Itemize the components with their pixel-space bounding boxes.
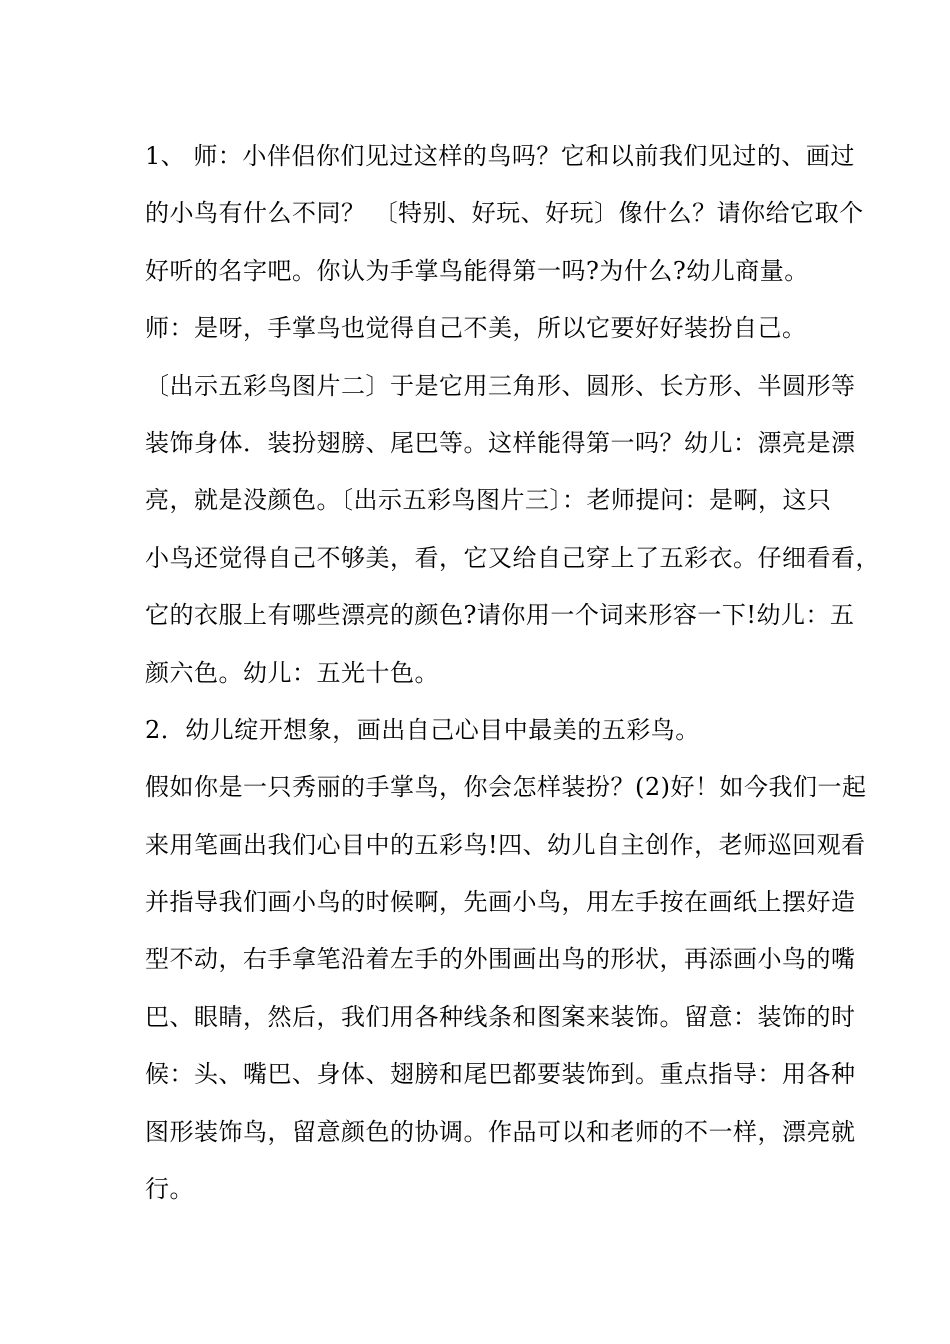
text-line: 师：是呀，手掌鸟也觉得自己不美，所以它要好好装扮自己。	[145, 314, 807, 343]
text-line: 行。	[145, 1175, 194, 1204]
text-line: 颜六色。幼儿：五光十色。	[145, 658, 439, 687]
text-line: 装饰身体．装扮翅膀、尾巴等。这样能得第一吗？幼儿：漂亮是漂	[145, 428, 856, 457]
text-line: 〔出示五彩鸟图片二〕于是它用三角形、圆形、长方形、半圆形等	[145, 371, 856, 400]
text-line: 好听的名字吧。你认为手掌鸟能得第一吗?为什么?幼儿商量。	[145, 256, 809, 285]
text-line: 并指导我们画小鸟的时候啊，先画小鸟，用左手按在画纸上摆好造	[145, 888, 856, 917]
document-body	[145, 128, 880, 1218]
text-line: 小鸟还觉得自己不够美，看，它又给自己穿上了五彩衣。仔细看看，	[145, 543, 880, 572]
text-line: 它的衣服上有哪些漂亮的颜色?请你用一个词来形容一下!幼儿：五	[145, 601, 855, 630]
text-line: 的小鸟有什么不同？ 〔特别、好玩、好玩〕像什么？请你给它取个	[145, 199, 864, 228]
text-line: 假如你是一只秀丽的手掌鸟，你会怎样装扮？(2)好！如今我们一起	[145, 773, 867, 802]
text-line: 来用笔画出我们心目中的五彩鸟!四、幼儿自主创作，老师巡回观看	[145, 830, 866, 859]
text-line: 巴、眼睛，然后，我们用各种线条和图案来装饰。留意：装饰的时	[145, 1002, 856, 1031]
text-line: 候：头、嘴巴、身体、翅膀和尾巴都要装饰到。重点指导：用各种	[145, 1060, 856, 1089]
text-line: 亮，就是没颜色。〔出示五彩鸟图片三〕：老师提问：是啊，这只	[145, 486, 832, 515]
text-line: 2．幼儿绽开想象，画出自己心目中最美的五彩鸟。	[145, 715, 700, 744]
text-line: 1、 师：小伴侣你们见过这样的鸟吗？它和以前我们见过的、画过	[145, 142, 855, 170]
text-line: 图形装饰鸟，留意颜色的协调。作品可以和老师的不一样，漂亮就	[145, 1117, 856, 1146]
text-line: 型不动，右手拿笔沿着左手的外围画出鸟的形状，再添画小鸟的嘴	[145, 945, 856, 974]
